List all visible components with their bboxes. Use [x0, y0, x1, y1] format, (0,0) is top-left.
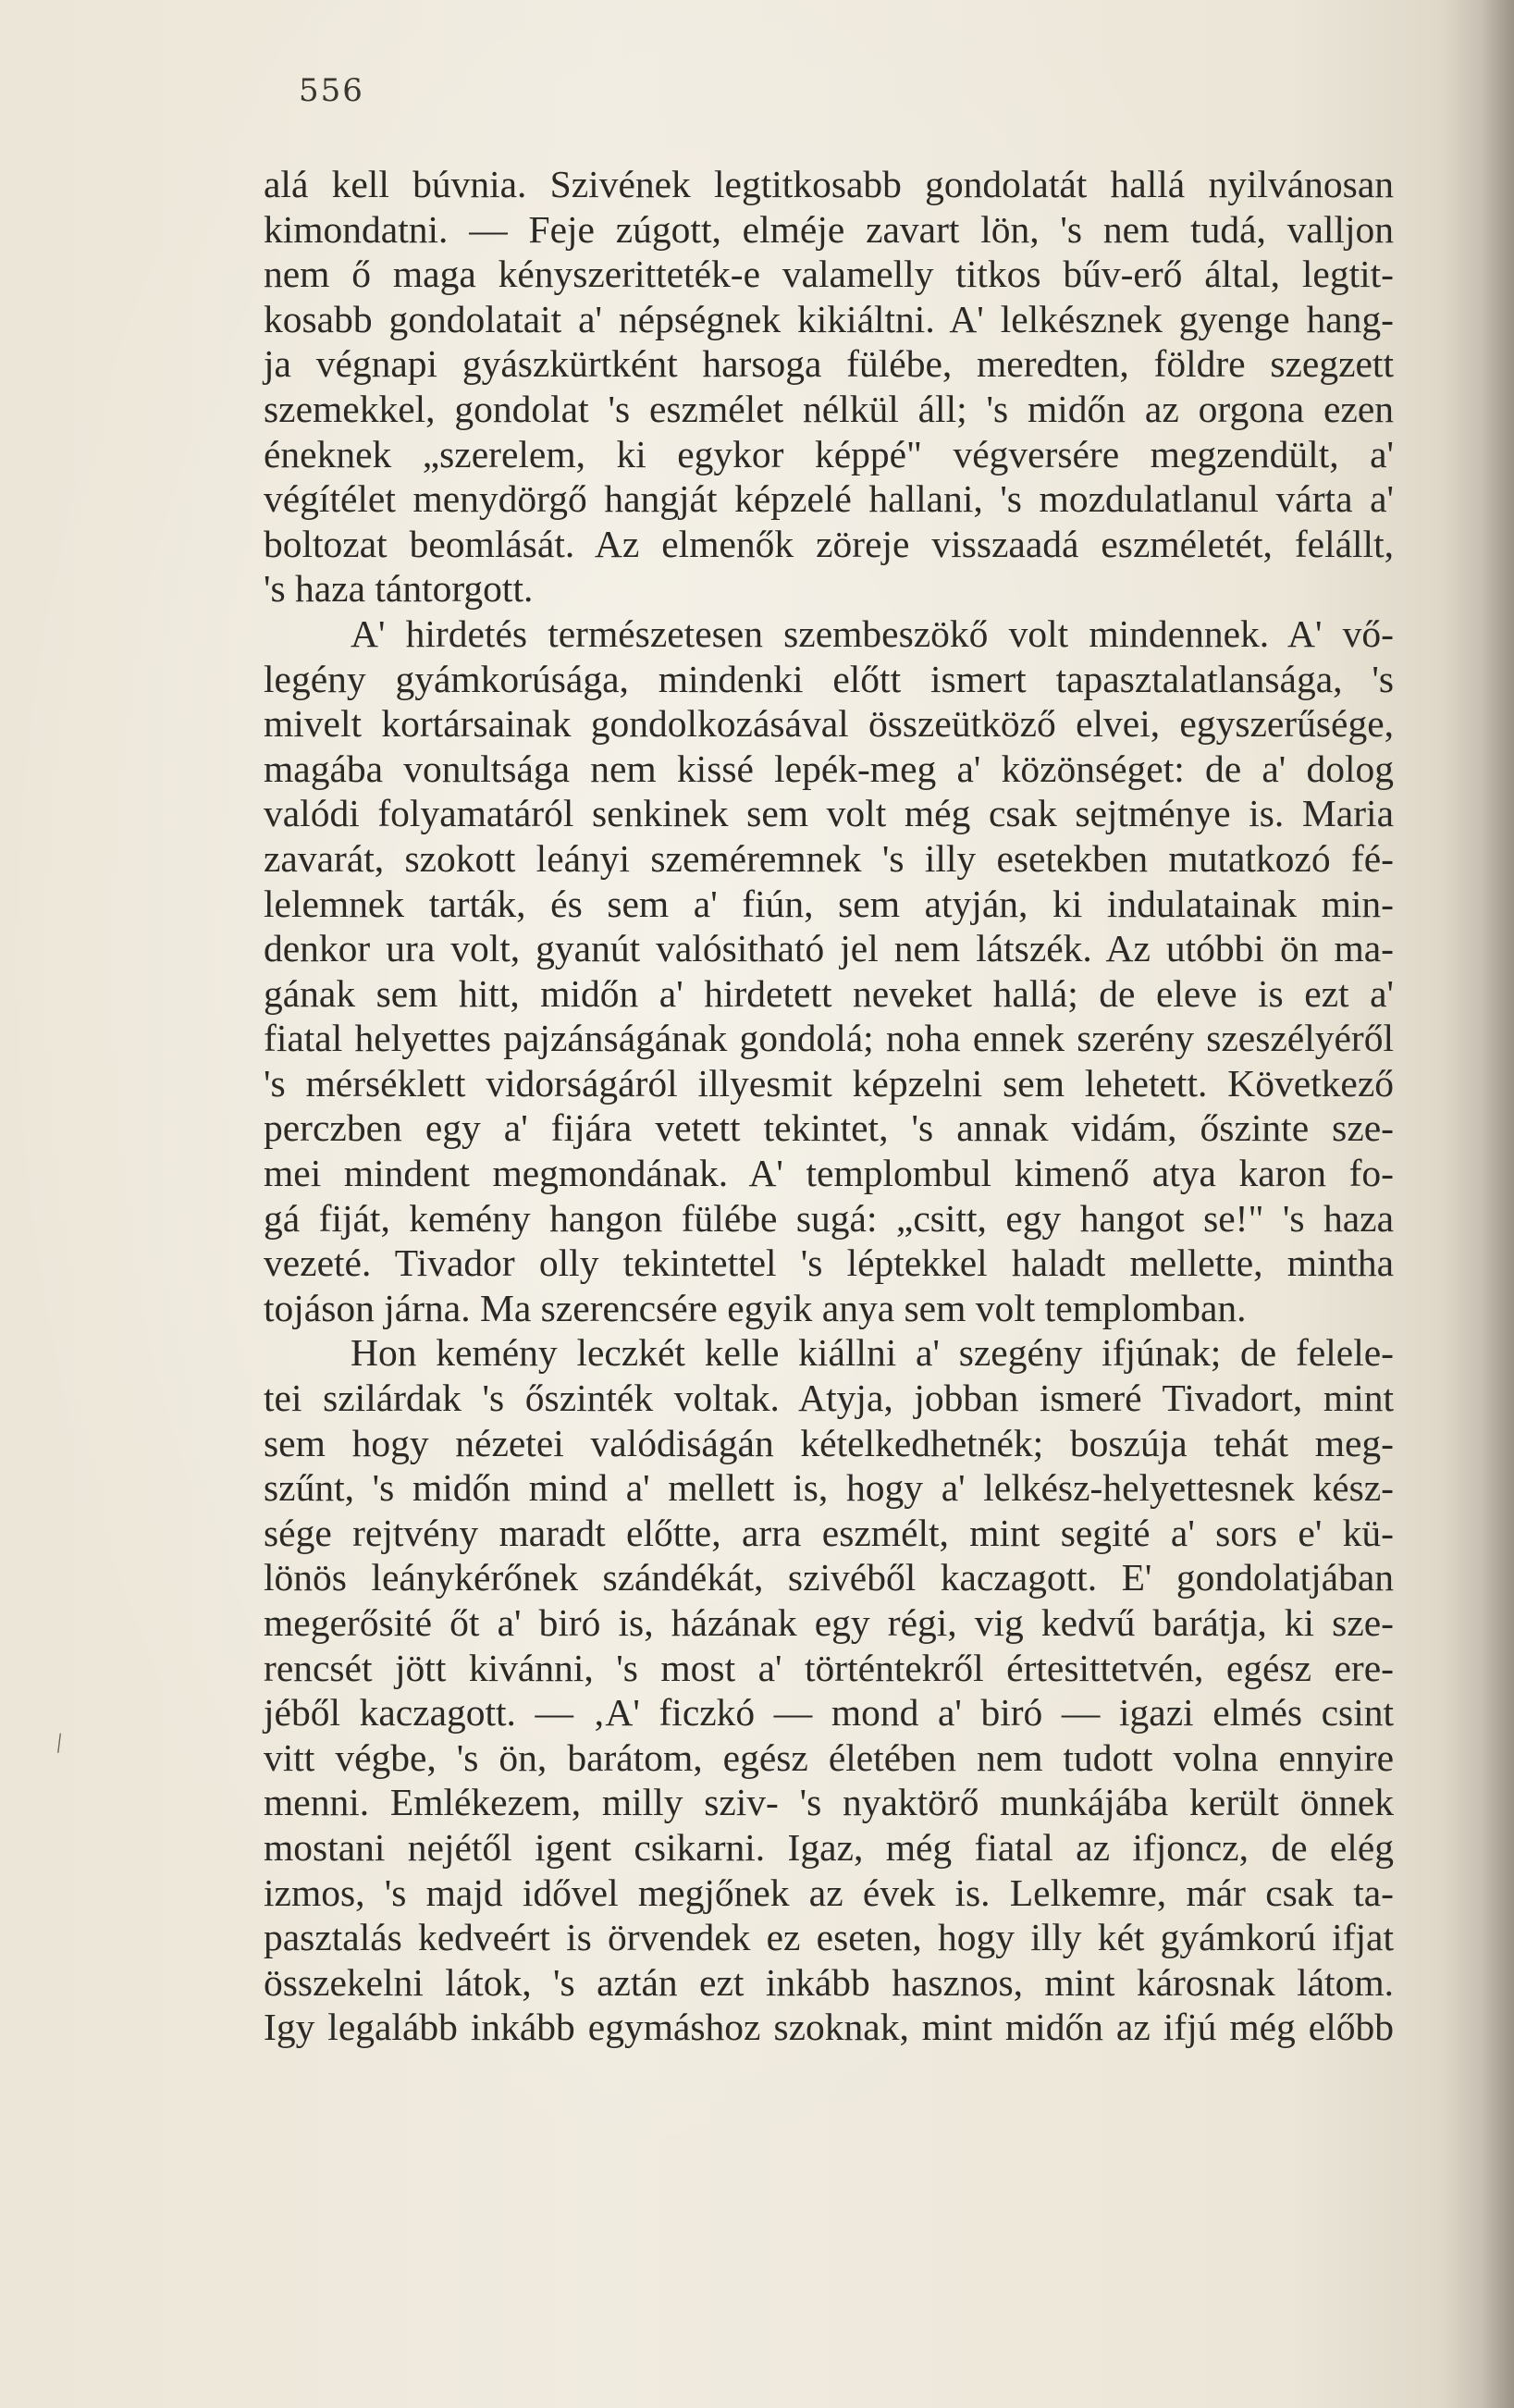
text-line: éneknek „szerelem, ki egykor képpé" végversére megzendült, a' — [264, 432, 1394, 475]
text-line: tojáson járna. Ma szerencsére egyik anya sem volt templomban. — [264, 1286, 1247, 1329]
text-line: mostani nejétől igent csikarni. Igaz, még fiatal az ifjoncz, de elég — [264, 1825, 1394, 1869]
text-line: szűnt, 's midőn mind a' mellett is, hogy a' lelkész-helyettesnek kész- — [264, 1466, 1394, 1510]
margin-mark: / — [52, 1727, 67, 1760]
text-line: fiatal helyettes pajzánságának gondolá; noha ennek szerény szeszélyéről — [264, 1017, 1394, 1060]
text-line: sem hogy nézetei valódiságán kételkedhetnék; boszúja tehát meg- — [264, 1421, 1394, 1464]
text-line: A' hirdetés természetesen szembeszökő volt mindennek. A' vő- — [351, 611, 1394, 655]
text-line: végítélet menydörgő hangját képzelé hallani, 's mozdulatlanul várta a' — [264, 477, 1394, 521]
text-line: tei szilárdak 's őszinték voltak. Atyja, jobban ismeré Tivadort, mint — [264, 1377, 1394, 1420]
text-line: mivelt kortársainak gondolkozásával összeütköző elvei, egyszerűsége, — [264, 702, 1394, 746]
text-line: denkor ura volt, gyanút valósitható jel nem látszék. Az utóbbi ön ma- — [264, 927, 1394, 970]
text-line: legény gyámkorúsága, mindenki előtt ismert tapasztalatlansága, 's — [264, 657, 1394, 700]
text-line: szemekkel, gondolat 's eszmélet nélkül áll; 's midőn az orgona ezen — [264, 387, 1394, 430]
spine-shadow — [1440, 0, 1514, 2408]
text-line: 's haza tántorgott. — [264, 567, 534, 611]
text-line: kosabb gondolatait a' népségnek kikiáltni. A' lelkésznek gyenge hang- — [264, 297, 1394, 340]
text-line: menni. Emlékezem, milly sziv- 's nyaktörő munkájába került önnek — [264, 1781, 1394, 1824]
text-line: vitt végbe, 's ön, barátom, egész életében nem tudott volna ennyire — [264, 1735, 1394, 1779]
text-line: lönös leánykérőnek szándékát, szivéből kaczagott. E' gondolatjában — [264, 1556, 1394, 1599]
text-line: vezeté. Tivador olly tekintettel 's léptekkel haladt mellette, mintha — [264, 1241, 1394, 1285]
text-line: mei mindent megmondának. A' templombul kimenő atya karon fo- — [264, 1152, 1394, 1195]
text-line: izmos, 's majd idővel megjőnek az évek is. Lelkemre, már csak ta- — [264, 1871, 1394, 1914]
text-line: sége rejtvény maradt előtte, arra eszmélt, mint segité a' sors e' kü- — [264, 1511, 1394, 1554]
text-line: kimondatni. — Feje zúgott, elméje zavart lön, 's nem tudá, valljon — [264, 207, 1394, 251]
text-line: magába vonultsága nem kissé lepék-meg a' közönséget: de a' dolog — [264, 747, 1394, 790]
text-line: valódi folyamatáról senkinek sem volt még csak sejtménye is. Maria — [264, 792, 1394, 835]
body-text — [264, 162, 1394, 2050]
text-line: zavarát, szokott leányi szeméremnek 's illy esetekben mutatkozó fé- — [264, 836, 1394, 880]
text-line: 's mérséklett vidorságáról illyesmit képzelni sem lehetett. Következő — [264, 1061, 1394, 1105]
text-line: perczben egy a' fijára vetett tekintet, 's annak vidám, őszinte sze- — [264, 1106, 1394, 1150]
text-line: pasztalás kedveért is örvendek ez eseten, hogy illy két gyámkorú ifjat — [264, 1916, 1394, 1959]
text-line: rencsét jött kivánni, 's most a' történtekről értesittetvén, egész ere- — [264, 1646, 1394, 1689]
text-line: boltozat beomlását. Az elmenők zöreje visszaadá eszméletét, felállt, — [264, 522, 1394, 565]
text-line: nem ő maga kényszeritteték-e valamelly titkos bűv-erő által, legtit- — [264, 253, 1394, 296]
text-line: jéből kaczagott. — ‚A' ficzkó — mond a' biró — igazi elmés csint — [264, 1691, 1394, 1735]
text-line: gá fiját, kemény hangon fülébe sugá: „csitt, egy hangot se!" 's haza — [264, 1196, 1394, 1240]
text-line: alá kell búvnia. Szivének legtitkosabb gondolatát hallá nyilvánosan — [264, 163, 1394, 205]
text-line: ja végnapi gyászkürtként harsoga fülébe, meredten, földre szegzett — [264, 342, 1394, 386]
text-line: összekelni látok, 's aztán ezt inkább hasznos, mint károsnak látom. — [264, 1960, 1394, 2004]
text-line: megerősité őt a' biró is, házának egy régi, vig kedvű barátja, ki sze- — [264, 1601, 1394, 1644]
page-number: 556 — [299, 72, 364, 109]
text-line: lelemnek tarták, és sem a' fiún, sem atyján, ki indulatainak min- — [264, 882, 1394, 925]
text-line: gának sem hitt, midőn a' hirdetett neveket hallá; de eleve is ezt a' — [264, 971, 1394, 1015]
text-line: Hon kemény leczkét kelle kiállni a' szegény ifjúnak; de felele- — [351, 1331, 1394, 1375]
text-line: Igy legalább inkább egymáshoz szoknak, mint midőn az ifjú még előbb — [264, 2006, 1394, 2049]
